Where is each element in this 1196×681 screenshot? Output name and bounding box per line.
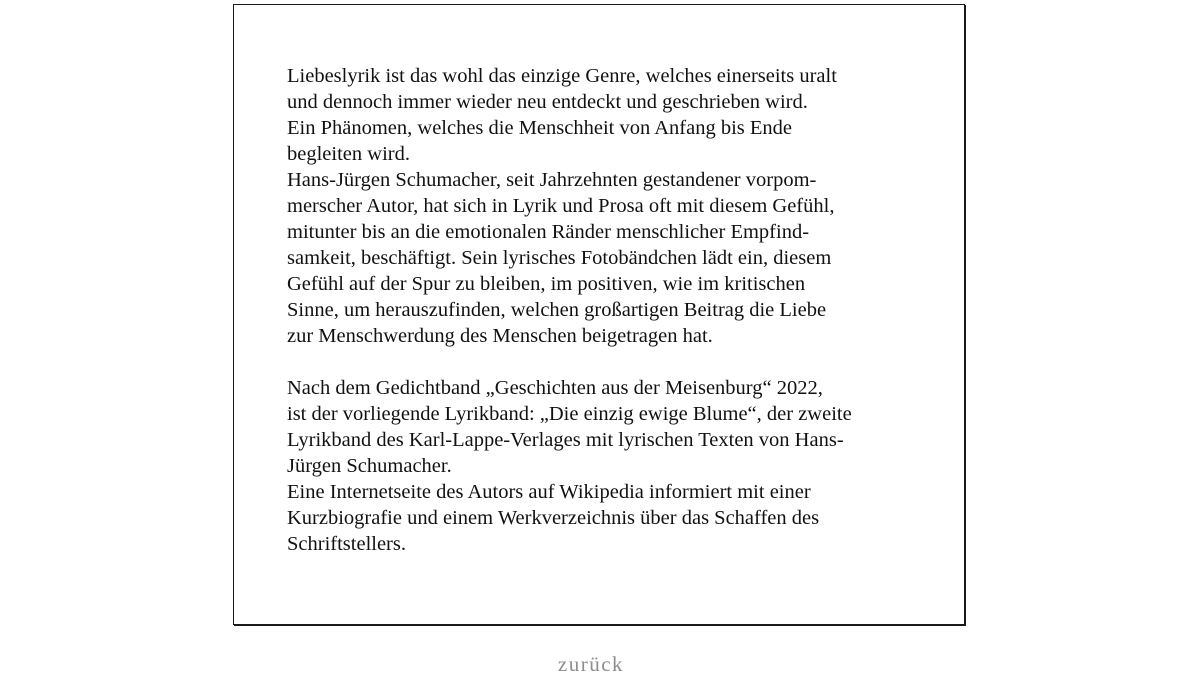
back-link[interactable]: zurück: [557, 652, 625, 676]
text-block: [287, 63, 937, 557]
text-line: Jürgen Schumacher.: [287, 455, 452, 477]
text-line: Eine Internetseite des Autors auf Wikipedia informiert mit einer: [287, 481, 811, 503]
text-line: Gefühl auf der Spur zu bleiben, im positiven, wie im kritischen: [287, 273, 806, 295]
text-line: Sinne, um herauszufinden, welchen großartigen Beitrag die Liebe: [287, 299, 827, 321]
text-line: Kurzbiografie und einem Werkverzeichnis über das Schaffen des: [287, 507, 820, 529]
text-line: Hans-Jürgen Schumacher, seit Jahrzehnten gestandener vorpom-: [287, 169, 817, 191]
text-line: und dennoch immer wieder neu entdeckt und geschrieben wird.: [287, 91, 808, 113]
text-line: samkeit, beschäftigt. Sein lyrisches Fotobändchen lädt ein, diesem: [287, 247, 832, 269]
text-line: Lyrikband des Karl-Lappe-Verlages mit lyrischen Texten von Hans-: [287, 429, 844, 451]
paragraph-gap: [287, 349, 937, 375]
text-line: Liebeslyrik ist das wohl das einzige Genre, welches einerseits uralt: [287, 65, 837, 87]
text-line: Ein Phänomen, welches die Menschheit von Anfang bis Ende: [287, 117, 792, 139]
text-line: Nach dem Gedichtband „Geschichten aus der Meisenburg“ 2022,: [287, 377, 823, 399]
paragraph-2: [287, 375, 937, 557]
text-line: Schriftstellers.: [287, 533, 406, 555]
text-page-frame: [233, 4, 965, 625]
text-line: mitunter bis an die emotionalen Ränder menschlicher Empfind-: [287, 221, 810, 243]
text-line: ist der vorliegende Lyrikband: „Die einzig ewige Blume“, der zweite: [287, 403, 852, 425]
text-line: begleiten wird.: [287, 143, 410, 165]
text-line: merscher Autor, hat sich in Lyrik und Prosa oft mit diesem Gefühl,: [287, 195, 835, 217]
text-line: zur Menschwerdung des Menschen beigetragen hat.: [287, 325, 713, 347]
paragraph-1: [287, 63, 937, 349]
